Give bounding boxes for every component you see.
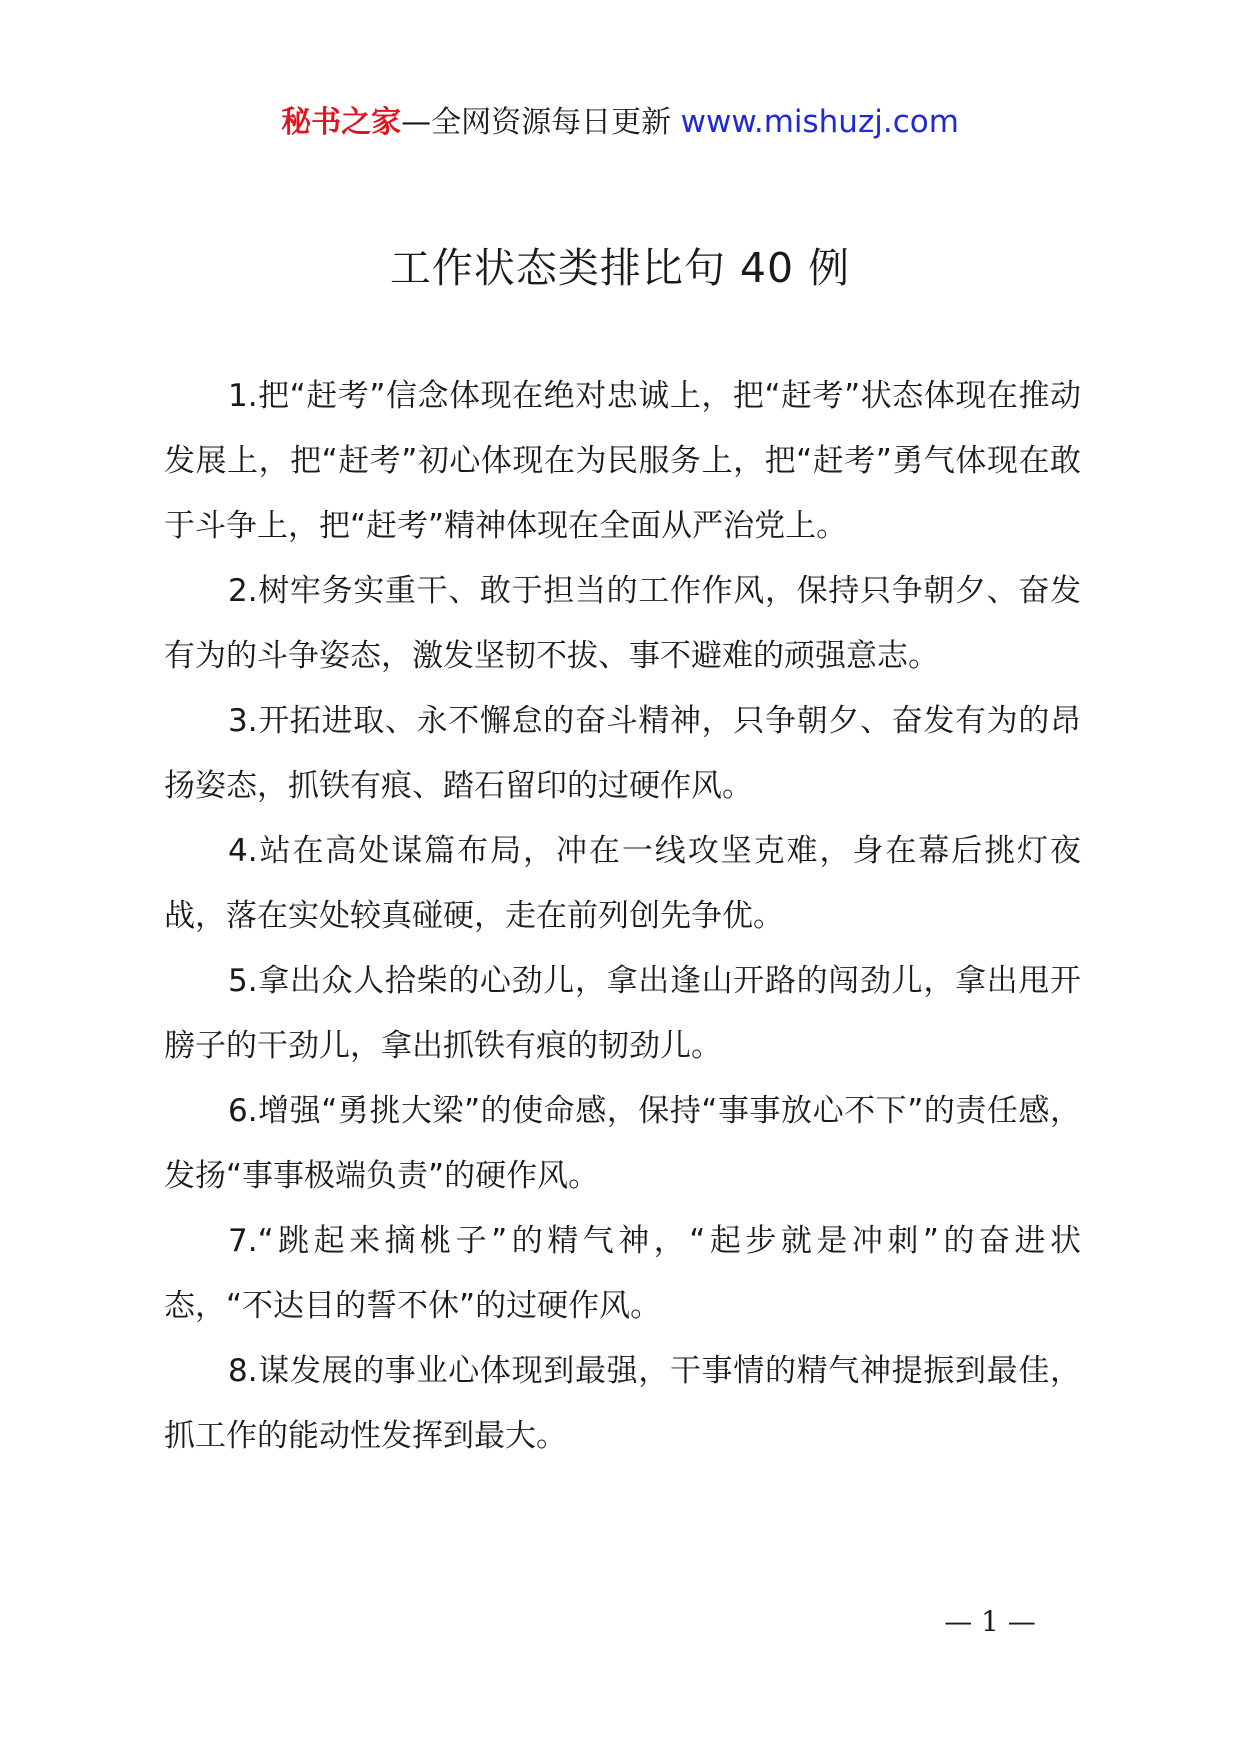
document-title: 工作状态类排比句 40 例 xyxy=(389,244,851,292)
paragraph-3: 3.开拓进取、永不懈怠的奋斗精神，只争朝夕、奋发有为的昂扬姿态，抓铁有痕、踏石留印的过硬作风。 xyxy=(164,703,1081,804)
paragraph-4: 4.站在高处谋篇布局，冲在一线攻坚克难，身在幕后挑灯夜战，落在实处较真碰硬，走在前列创先争优。 xyxy=(164,833,1081,934)
paragraph-8: 8.谋发展的事业心体现到最强，干事情的精气神提振到最佳，抓工作的能动性发挥到最大。 xyxy=(164,1353,1081,1454)
paragraph-1: 1.把“赶考”信念体现在绝对忠诚上，把“赶考”状态体现在推动发展上，把“赶考”初心体现在为民服务上，把“赶考”勇气体现在敢于斗争上，把“赶考”精神体现在全面从严治党上。 xyxy=(164,378,1081,544)
paragraph-6: 6.增强“勇挑大梁”的使命感，保持“事事放心不下”的责任感，发扬“事事极端负责”的硬作风。 xyxy=(164,1093,1081,1194)
site-url-link[interactable]: www.mishuzj.com xyxy=(680,104,959,140)
site-slogan: —全网资源每日更新 xyxy=(401,105,672,140)
document-body xyxy=(164,364,1081,1469)
paragraph-7: 7.“跳起来摘桃子”的精气神，“起步就是冲刺”的奋进状态，“不达目的誓不休”的过硬作风。 xyxy=(164,1223,1081,1324)
paragraph-2: 2.树牢务实重干、敢于担当的工作作风，保持只争朝夕、奋发有为的斗争姿态，激发坚韧不拔、事不避难的顽强意志。 xyxy=(164,573,1081,674)
paragraph-5: 5.拿出众人拾柴的心劲儿，拿出逢山开路的闯劲儿，拿出甩开膀子的干劲儿，拿出抓铁有痕的韧劲儿。 xyxy=(164,963,1081,1064)
site-banner xyxy=(0,100,1240,145)
site-brand: 秘书之家 xyxy=(281,105,402,140)
page-number: — 1 — xyxy=(944,1605,1036,1638)
